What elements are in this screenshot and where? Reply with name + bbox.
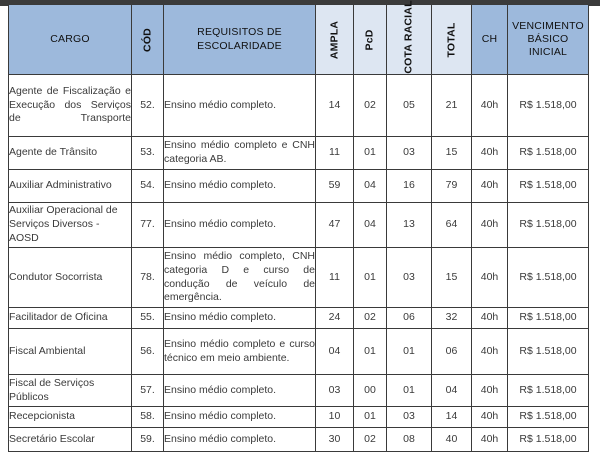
table-row xyxy=(9,407,589,428)
table-row xyxy=(9,137,589,170)
cell-ampla: 11 xyxy=(316,137,354,170)
cell-ch: 40h xyxy=(472,375,508,407)
column-header-cota-racial xyxy=(387,0,432,75)
cell-vencimento: R$ 1.518,00 xyxy=(508,170,589,203)
cell-cargo: Recepcionista xyxy=(9,407,132,428)
table-row xyxy=(9,375,589,407)
cell-ch: 40h xyxy=(472,203,508,248)
column-header-total-label: TOTAL xyxy=(444,21,457,58)
cell-cargo: Agente de Trânsito xyxy=(9,137,132,170)
table-row xyxy=(9,308,589,329)
cell-cod: 52. xyxy=(132,75,164,137)
table-row xyxy=(9,203,589,248)
cell-requisitos: Ensino médio completo. xyxy=(164,308,316,329)
cell-requisitos: Ensino médio completo e curso técnico em meio ambiente. xyxy=(164,329,316,375)
column-header-ampla-label: AMPLA xyxy=(327,20,340,59)
column-header-ch xyxy=(472,5,508,75)
header-row xyxy=(9,5,589,75)
cell-vencimento: R$ 1.518,00 xyxy=(508,428,589,452)
cell-requisitos: Ensino médio completo. xyxy=(164,170,316,203)
cell-ch: 40h xyxy=(472,248,508,308)
cell-total: 15 xyxy=(432,248,472,308)
cell-total: 32 xyxy=(432,308,472,329)
cell-cota-racial: 03 xyxy=(387,407,432,428)
cell-vencimento: R$ 1.518,00 xyxy=(508,248,589,308)
positions-table xyxy=(8,0,589,452)
cell-total: 04 xyxy=(432,375,472,407)
cell-cota-racial: 16 xyxy=(387,170,432,203)
table-body xyxy=(9,75,589,452)
cell-ch: 40h xyxy=(472,428,508,452)
column-header-vencimento xyxy=(508,5,589,75)
cell-vencimento: R$ 1.518,00 xyxy=(508,407,589,428)
cell-ampla: 59 xyxy=(316,170,354,203)
cell-pcd: 01 xyxy=(354,137,387,170)
column-header-cota-racial-label: COTA RACIAL xyxy=(402,0,415,74)
table-header xyxy=(9,0,589,75)
cell-requisitos: Ensino médio completo. xyxy=(164,407,316,428)
cell-cargo: Auxiliar Administrativo xyxy=(9,170,132,203)
cell-cargo: Auxiliar Operacional de Serviços Diversos - AOSD xyxy=(9,203,132,248)
column-header-cod-label: CÓD xyxy=(140,27,153,52)
cell-pcd: 04 xyxy=(354,203,387,248)
cell-cargo: Fiscal Ambiental xyxy=(9,329,132,375)
cell-requisitos: Ensino médio completo, CNH categoria D e curso de condução de veículo de emergência. xyxy=(164,248,316,308)
cell-total: 14 xyxy=(432,407,472,428)
cell-ampla: 10 xyxy=(316,407,354,428)
cell-vencimento: R$ 1.518,00 xyxy=(508,137,589,170)
column-header-requisitos-label-line1: REQUISITOS DE xyxy=(197,26,282,39)
cell-requisitos: Ensino médio completo. xyxy=(164,203,316,248)
column-header-pcd-label: PcD xyxy=(363,28,376,51)
cell-ch: 40h xyxy=(472,137,508,170)
cell-cota-racial: 03 xyxy=(387,248,432,308)
cell-cod: 77. xyxy=(132,203,164,248)
cell-pcd: 00 xyxy=(354,375,387,407)
cell-cota-racial: 08 xyxy=(387,428,432,452)
cell-vencimento: R$ 1.518,00 xyxy=(508,203,589,248)
cell-pcd: 01 xyxy=(354,407,387,428)
column-header-requisitos-label-line2: ESCOLARIDADE xyxy=(197,39,282,52)
cell-total: 21 xyxy=(432,75,472,137)
cell-cota-racial: 01 xyxy=(387,375,432,407)
cell-cargo: Fiscal de Serviços Públicos xyxy=(9,375,132,407)
column-header-ch-label: CH xyxy=(481,32,498,45)
cell-requisitos: Ensino médio completo. xyxy=(164,375,316,407)
table-row xyxy=(9,75,589,137)
cell-cod: 56. xyxy=(132,329,164,375)
cell-pcd: 02 xyxy=(354,75,387,137)
cell-requisitos: Ensino médio completo e CNH categoria AB. xyxy=(164,137,316,170)
cell-cod: 55. xyxy=(132,308,164,329)
cell-total: 64 xyxy=(432,203,472,248)
cell-cod: 78. xyxy=(132,248,164,308)
cell-cargo: Facilitador de Oficina xyxy=(9,308,132,329)
cell-cargo: Condutor Socorrista xyxy=(9,248,132,308)
cell-cota-racial: 03 xyxy=(387,137,432,170)
cell-ampla: 30 xyxy=(316,428,354,452)
column-header-cargo xyxy=(9,5,132,75)
cell-cota-racial: 06 xyxy=(387,308,432,329)
column-header-ampla xyxy=(316,5,354,75)
cell-ch: 40h xyxy=(472,329,508,375)
cell-ampla: 47 xyxy=(316,203,354,248)
cell-cota-racial: 05 xyxy=(387,75,432,137)
column-header-total xyxy=(432,5,472,75)
cell-total: 79 xyxy=(432,170,472,203)
cell-pcd: 01 xyxy=(354,248,387,308)
cell-cota-racial: 13 xyxy=(387,203,432,248)
cell-vencimento: R$ 1.518,00 xyxy=(508,329,589,375)
table-row xyxy=(9,329,589,375)
cell-ch: 40h xyxy=(472,308,508,329)
cell-vencimento: R$ 1.518,00 xyxy=(508,75,589,137)
cell-pcd: 04 xyxy=(354,170,387,203)
cell-ampla: 04 xyxy=(316,329,354,375)
cell-ch: 40h xyxy=(472,407,508,428)
column-header-cargo-label: CARGO xyxy=(50,32,90,45)
cell-total: 06 xyxy=(432,329,472,375)
cell-requisitos: Ensino médio completo. xyxy=(164,428,316,452)
cell-cod: 58. xyxy=(132,407,164,428)
cell-cod: 54. xyxy=(132,170,164,203)
column-header-requisitos xyxy=(164,5,316,75)
cell-ch: 40h xyxy=(472,75,508,137)
cell-ampla: 24 xyxy=(316,308,354,329)
cell-total: 15 xyxy=(432,137,472,170)
column-header-vencimento-label-line2: BÁSICO INICIAL xyxy=(527,32,569,59)
cell-cota-racial: 01 xyxy=(387,329,432,375)
cell-total: 40 xyxy=(432,428,472,452)
cell-cod: 57. xyxy=(132,375,164,407)
cell-vencimento: R$ 1.518,00 xyxy=(508,308,589,329)
cell-pcd: 01 xyxy=(354,329,387,375)
cell-vencimento: R$ 1.518,00 xyxy=(508,375,589,407)
cell-requisitos: Ensino médio completo. xyxy=(164,75,316,137)
column-header-cod xyxy=(132,5,164,75)
column-header-pcd xyxy=(354,5,387,75)
cell-cargo: Secretário Escolar xyxy=(9,428,132,452)
table-row xyxy=(9,248,589,308)
cell-ch: 40h xyxy=(472,170,508,203)
cell-pcd: 02 xyxy=(354,428,387,452)
table-row xyxy=(9,428,589,452)
cell-ampla: 11 xyxy=(316,248,354,308)
table-row xyxy=(9,170,589,203)
cell-ampla: 03 xyxy=(316,375,354,407)
cell-cod: 53. xyxy=(132,137,164,170)
cell-cargo: Agente de Fiscalização e Execução dos Serviços de Transporte xyxy=(9,75,132,137)
cell-cod: 59. xyxy=(132,428,164,452)
cell-pcd: 02 xyxy=(354,308,387,329)
column-header-vencimento-label-line1: VENCIMENTO xyxy=(512,19,584,32)
positions-table-container xyxy=(8,0,588,452)
cell-ampla: 14 xyxy=(316,75,354,137)
